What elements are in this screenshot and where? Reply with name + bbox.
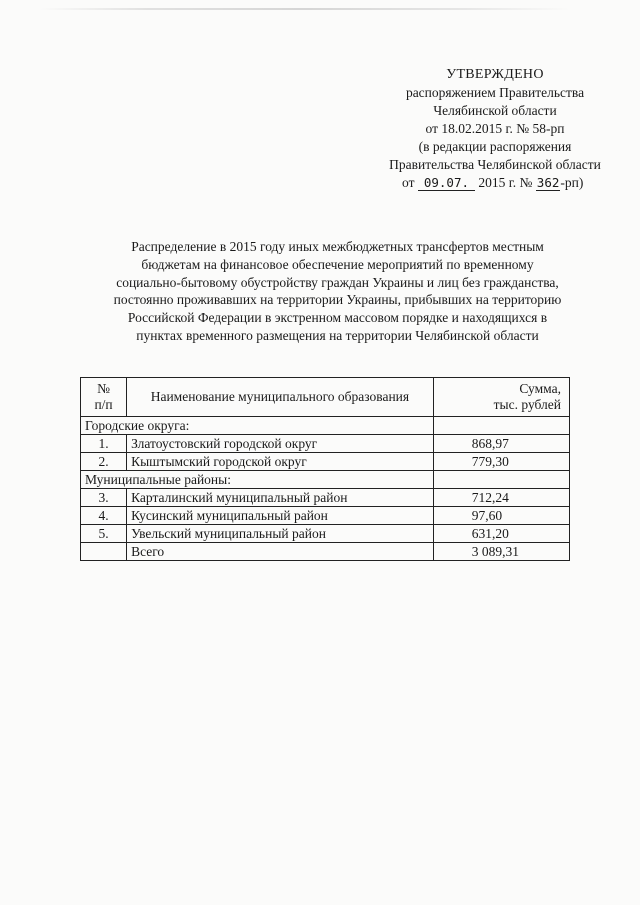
row-num: 4.: [81, 507, 127, 525]
row-sum: 779,30: [433, 453, 569, 471]
document-title: [60, 238, 615, 345]
title-line: пунктах временного размещения на территории Челябинской области: [136, 327, 539, 343]
group-label: Муниципальные районы:: [81, 471, 434, 489]
header-name: Наименование муниципального образования: [127, 378, 434, 417]
group-label: Городские округа:: [81, 417, 434, 435]
date-middle: 2015 г. №: [478, 175, 533, 190]
approval-stamp: [350, 66, 640, 192]
approval-heading: УТВЕРЖДЕНО: [446, 67, 544, 82]
title-line: Российской Федерации в экстренном массовом порядке и находящихся в: [127, 310, 548, 326]
table-header-row: [81, 378, 570, 417]
table-row: [81, 489, 570, 507]
number-suffix: -рп): [560, 175, 584, 190]
row-num: 1.: [81, 435, 127, 453]
row-name: Златоустовский городской округ: [127, 435, 434, 453]
date-prefix: от: [402, 175, 415, 190]
handwritten-number: 362: [536, 175, 560, 190]
empty-cell: [433, 471, 569, 489]
row-num: 5.: [81, 525, 127, 543]
scan-edge-line: [40, 8, 570, 10]
approval-line: (в редакции распоряжения: [418, 139, 572, 154]
handwritten-date: 09.07.: [418, 176, 475, 191]
title-line: Распределение в 2015 году иных межбюджетных трансфертов местным: [131, 239, 544, 254]
header-sum: Сумма, тыс. рублей: [433, 378, 569, 417]
approval-line: от 18.02.2015 г. № 58-рп: [425, 121, 565, 136]
table-row: [81, 453, 570, 471]
row-name: Кусинский муниципальный район: [127, 507, 434, 525]
row-name: Кыштымский городской округ: [127, 453, 434, 471]
table-row: [81, 507, 570, 525]
row-sum: 868,97: [433, 435, 569, 453]
row-name: Карталинский муниципальный район: [127, 489, 434, 507]
header-num: № п/п: [81, 378, 127, 417]
title-line: бюджетам на финансовое обеспечение мероприятий по временному: [141, 256, 534, 272]
total-label: Всего: [127, 543, 434, 561]
total-sum: 3 089,31: [433, 543, 569, 561]
group-row: [81, 417, 570, 435]
approval-line: Правительства Челябинской области: [389, 157, 601, 172]
row-sum: 97,60: [433, 507, 569, 525]
row-sum: 631,20: [433, 525, 569, 543]
empty-cell: [433, 417, 569, 435]
row-sum: 712,24: [433, 489, 569, 507]
table-row: [81, 525, 570, 543]
empty-cell: [81, 543, 127, 561]
title-line: постоянно проживавших на территории Украины, прибывших на территорию: [113, 292, 562, 308]
row-num: 2.: [81, 453, 127, 471]
approval-line: распоряжением Правительства: [405, 85, 585, 100]
approval-line: Челябинской области: [433, 103, 557, 118]
row-num: 3.: [81, 489, 127, 507]
row-name: Увельский муниципальный район: [127, 525, 434, 543]
total-row: [81, 543, 570, 561]
group-row: [81, 471, 570, 489]
approval-date-line: [350, 174, 640, 192]
distribution-table: [80, 377, 570, 561]
table-row: [81, 435, 570, 453]
title-line: социально-бытовому обустройству граждан Украины и лиц без гражданства,: [116, 274, 559, 290]
